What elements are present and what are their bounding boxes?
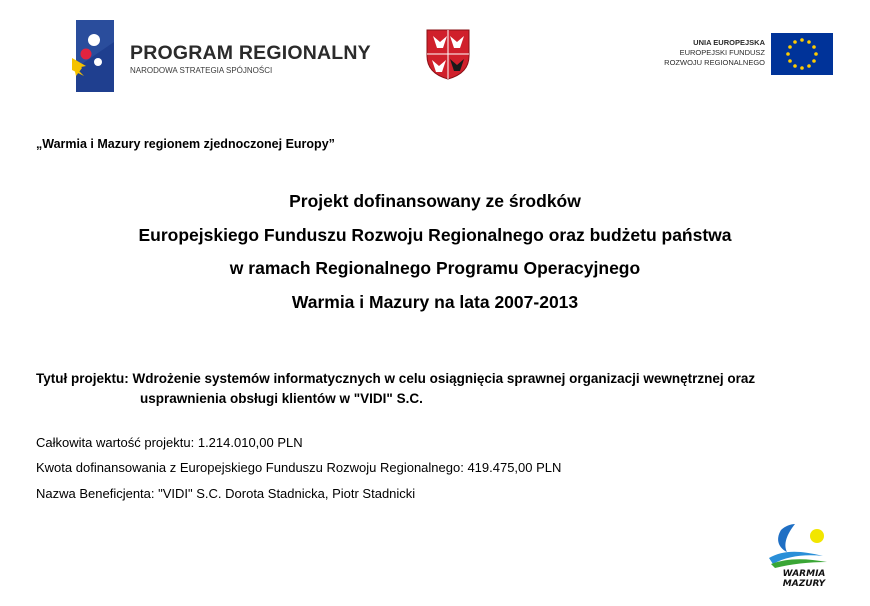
warmia-mazury-emblem bbox=[765, 520, 837, 570]
project-beneficiary: Nazwa Beneficjenta: "VIDI" S.C. Dorota Stadnicka, Piotr Stadnicki bbox=[36, 486, 416, 501]
warmia-mazury-line1: WARMIA bbox=[782, 569, 826, 579]
coat-of-arms-icon bbox=[425, 28, 471, 85]
headline-line-3: w ramach Regionalnego Programu Operacyjnego bbox=[229, 258, 641, 278]
program-regionalny-logo bbox=[70, 18, 371, 96]
eu-logo-line1: UNIA EUROPEJSKA bbox=[693, 38, 765, 47]
project-grant-amount: Kwota dofinansowania z Europejskiego Funduszu Rozwoju Regionalnego: 419.475,00 PLN bbox=[36, 460, 562, 475]
program-regionalny-title: PROGRAM REGIONALNY bbox=[130, 42, 371, 64]
project-title-line-2: usprawnienia obsługi klientów w "VIDI" S.C. bbox=[140, 391, 423, 406]
motto: „Warmia i Mazury regionem zjednoczonej Europy” bbox=[36, 137, 335, 151]
project-total-value: Całkowita wartość projektu: 1.214.010,00 PLN bbox=[36, 435, 303, 450]
project-title-line-1: Tytuł projektu: Wdrożenie systemów informatycznych w celu osiągnięcia sprawnej organizacji wewnętrznej oraz bbox=[36, 371, 756, 386]
funding-headline bbox=[0, 185, 870, 319]
project-title bbox=[36, 369, 836, 409]
eu-flag-icon bbox=[771, 33, 833, 75]
warmia-mazury-line2: MAZURY bbox=[782, 579, 826, 589]
warmia-mazury-logo bbox=[765, 520, 837, 595]
program-regionalny-emblem bbox=[70, 18, 130, 96]
eu-logo bbox=[640, 33, 835, 79]
eu-logo-text bbox=[664, 38, 765, 68]
headline-line-2: Europejskiego Funduszu Rozwoju Regionalnego oraz budżetu państwa bbox=[138, 224, 732, 245]
headline-line-1: Projekt dofinansowany ze środków bbox=[289, 191, 581, 211]
headline-line-4: Warmia i Mazury na lata 2007-2013 bbox=[291, 291, 579, 312]
eu-logo-line2: EUROPEJSKI FUNDUSZ bbox=[679, 48, 765, 57]
warmia-mazury-wordmark bbox=[771, 569, 837, 589]
eu-logo-line3: ROZWOJU REGIONALNEGO bbox=[664, 58, 765, 67]
program-regionalny-subtitle: NARODOWA STRATEGIA SPÓJNOŚCI bbox=[130, 66, 273, 75]
